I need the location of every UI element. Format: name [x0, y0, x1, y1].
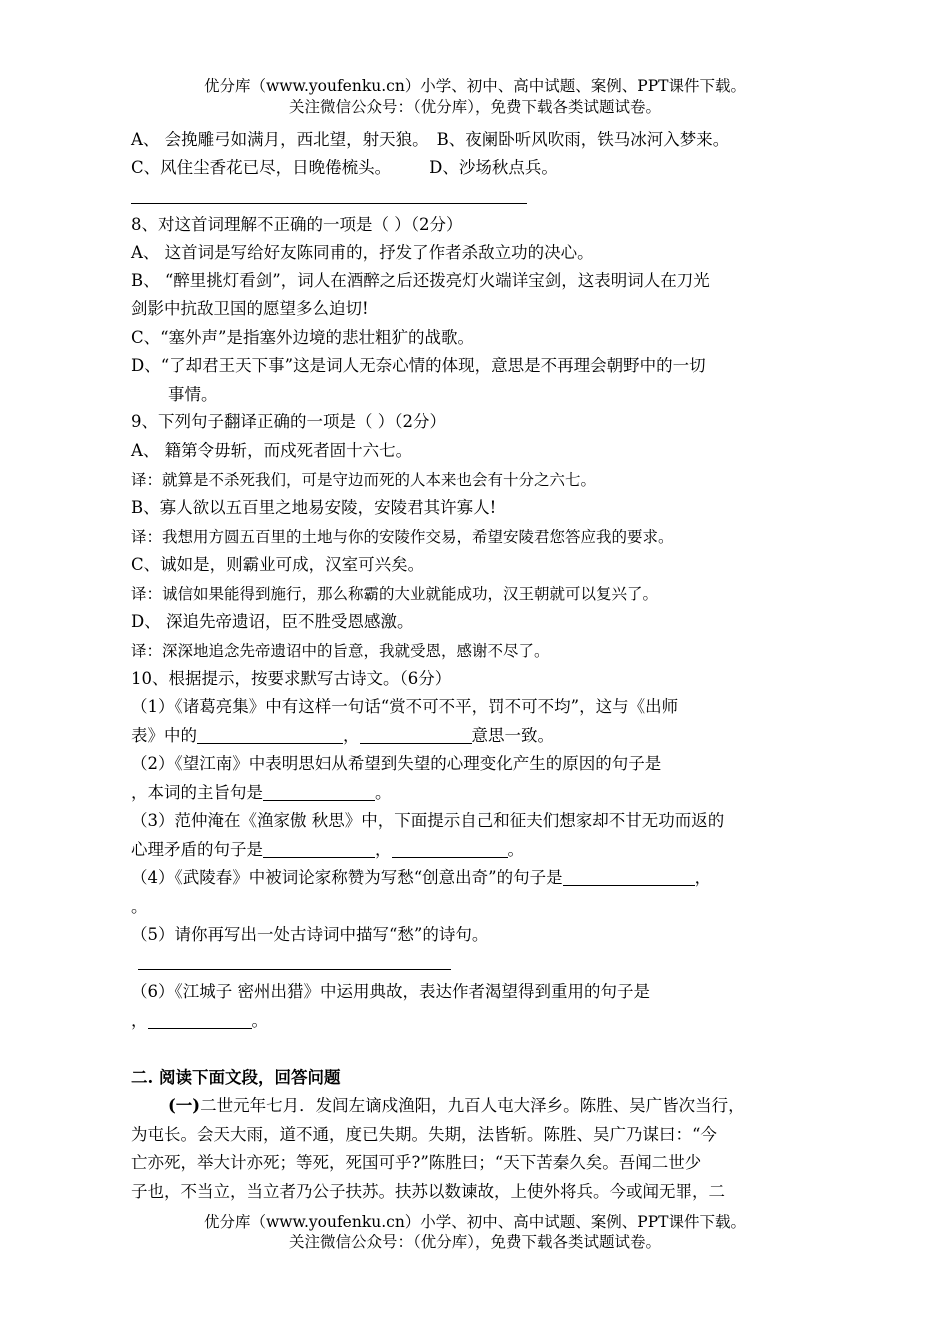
q9-option-c-translation: 译：诚信如果能得到施行，那么称霸的大业就能成功，汉王朝就可以复兴了。	[131, 585, 659, 603]
q10-sub3-line1: （3）范仲淹在《渔家傲 秋思》中，下面提示自己和征夫们想家却不甘无功而返的	[131, 811, 725, 830]
q10-sub4-line2: 。	[131, 897, 148, 916]
header-line-1: 优分库（www.youfenku.cn）小学、初中、高中试题、案例、PPT课件下载。	[203, 77, 747, 95]
header-line-2: 关注微信公众号：（优分库），免费下载各类试题试卷。	[288, 98, 661, 116]
q10-sub1-blank-2[interactable]	[360, 725, 472, 744]
q8-option-a: A、 这首词是写给好友陈同甫的，抒发了作者杀敌立功的决心。	[131, 243, 594, 262]
q9-option-d: D、 深追先帝遗诏，臣不胜受恩感激。	[131, 612, 414, 631]
q10-sub5-answer-line[interactable]	[138, 969, 451, 970]
footer-line-2: 关注微信公众号：（优分库），免费下载各类试题试卷。	[288, 1233, 661, 1251]
q7-option-d: D、沙场秋点兵。	[429, 158, 558, 177]
q10-sub1-blank-1[interactable]	[197, 725, 343, 744]
q10-sub3-blank-2[interactable]	[392, 839, 508, 858]
q8-option-d-line2: 事情。	[168, 385, 218, 404]
q8-option-b-line1: B、 “醉里挑灯看剑”，词人在酒醉之后还拨亮灯火端详宝剑，这表明词人在刀光	[131, 271, 710, 290]
q10-stem: 10、根据提示，按要求默写古诗文。（6分）	[131, 669, 452, 688]
q7-option-a: A、 会挽雕弓如满月，西北望，射天狼。	[131, 130, 429, 149]
section2-para1-line2: 为屯长。会天大雨，道不通，度已失期。失期，法皆斩。陈胜、吴广乃谋曰：“今	[131, 1125, 717, 1144]
q10-sub5-line: （5）请你再写出一处古诗词中描写“愁”的诗句。	[131, 925, 489, 944]
q10-sub3-text-mid: ，	[375, 840, 392, 859]
footer-line-1: 优分库（www.youfenku.cn）小学、初中、高中试题、案例、PPT课件下载。	[203, 1213, 747, 1231]
q10-sub3-text-post: 。	[507, 840, 524, 859]
section2-para1-line4: 子也，不当立，当立者乃公子扶苏。扶苏以数谏故，上使外将兵。今或闻无罪，二	[131, 1182, 725, 1201]
q9-option-a-translation: 译：就算是不杀死我们，可是守边而死的人本来也会有十分之六七。	[131, 471, 597, 489]
q7-options-row-2	[131, 156, 830, 180]
q9-option-b: B、寡人欲以五百里之地易安陵，安陵君其许寡人!	[131, 498, 497, 517]
q10-sub1-text-pre: 表》中的	[131, 726, 197, 745]
q10-sub2-text-pre: ，本词的主旨句是	[131, 783, 263, 802]
q10-sub6-blank[interactable]	[148, 1010, 252, 1029]
q10-sub4-text-post: ，	[694, 868, 712, 887]
q10-sub4-line1	[131, 866, 830, 890]
q10-sub6-line1: （6）《江城子 密州出猎》中运用典故，表达作者渴望得到重用的句子是	[131, 982, 650, 1001]
q10-sub3-text-pre: 心理矛盾的句子是	[131, 840, 263, 859]
q7-options-row-1	[131, 128, 830, 152]
q10-sub2-line1: （2）《望江南》中表明思妇从希望到失望的心理变化产生的原因的句子是	[131, 754, 662, 773]
section2-para1-line1	[168, 1094, 830, 1118]
q10-sub4-text-pre: （4）《武陵春》中被词论家称赞为写愁“创意出奇”的句子是	[131, 868, 563, 887]
q8-stem: 8、对这首词理解不正确的一项是（ ）（2分）	[131, 215, 463, 234]
q10-sub1-text-post: 意思一致。	[471, 726, 554, 745]
q7-answer-line	[131, 203, 527, 204]
q9-option-c: C、诚如是，则霸业可成，汉室可兴矣。	[131, 555, 425, 574]
q9-option-d-translation: 译：深深地追念先帝遗诏中的旨意，我就受恩，感谢不尽了。	[131, 642, 550, 660]
q10-sub2-blank[interactable]	[263, 782, 375, 801]
q9-option-b-translation: 译：我想用方圆五百里的土地与你的安陵作交易，希望安陵君您答应我的要求。	[131, 528, 674, 546]
q8-option-c: C、“塞外声”是指塞外边境的悲壮粗犷的战歌。	[131, 328, 474, 347]
q10-sub6-text-pre: ，	[131, 1011, 148, 1030]
q7-option-b: B、夜阑卧听风吹雨，铁马冰河入梦来。	[436, 130, 730, 149]
q10-sub2-text-post: 。	[375, 783, 392, 802]
q8-option-d-line1: D、“了却君王天下事”这是词人无奈心情的体现，意思是不再理会朝野中的一切	[131, 356, 706, 375]
q8-option-b-line2: 剑影中抗敌卫国的愿望多么迫切!	[131, 299, 369, 318]
q10-sub1-line2	[131, 724, 830, 748]
section2-para1-label: (一)	[168, 1096, 201, 1115]
q10-sub1-text-mid: ，	[343, 726, 360, 745]
q10-sub6-line2	[131, 1009, 830, 1033]
section2-para1-line3: 亡亦死，举大计亦死；等死，死国可乎?”陈胜曰；“天下苦秦久矣。吾闻二世少	[131, 1153, 702, 1172]
q10-sub3-line2	[131, 838, 830, 862]
q10-sub2-line2	[131, 781, 830, 805]
q7-option-c: C、风住尘香花已尽，日晚倦梳头。	[131, 158, 392, 177]
section2-para1-line1-text: 二世元年七月．发闾左谪戍渔阳，九百人屯大泽乡。陈胜、吴广皆次当行，	[200, 1096, 745, 1115]
q10-sub3-blank-1[interactable]	[263, 839, 375, 858]
q10-sub4-blank[interactable]	[563, 867, 695, 886]
section2-title: 二. 阅读下面文段，回答问题	[131, 1068, 341, 1087]
q10-sub6-text-post: 。	[251, 1011, 268, 1030]
q9-option-a: A、 籍第令毋斩，而戍死者固十六七。	[131, 441, 413, 460]
q9-stem: 9、下列句子翻译正确的一项是（ ）（2分）	[131, 412, 446, 431]
q10-sub1-line1: （1）《诸葛亮集》中有这样一句话“赏不可不平，罚不可不均”，这与《出师	[131, 697, 679, 716]
